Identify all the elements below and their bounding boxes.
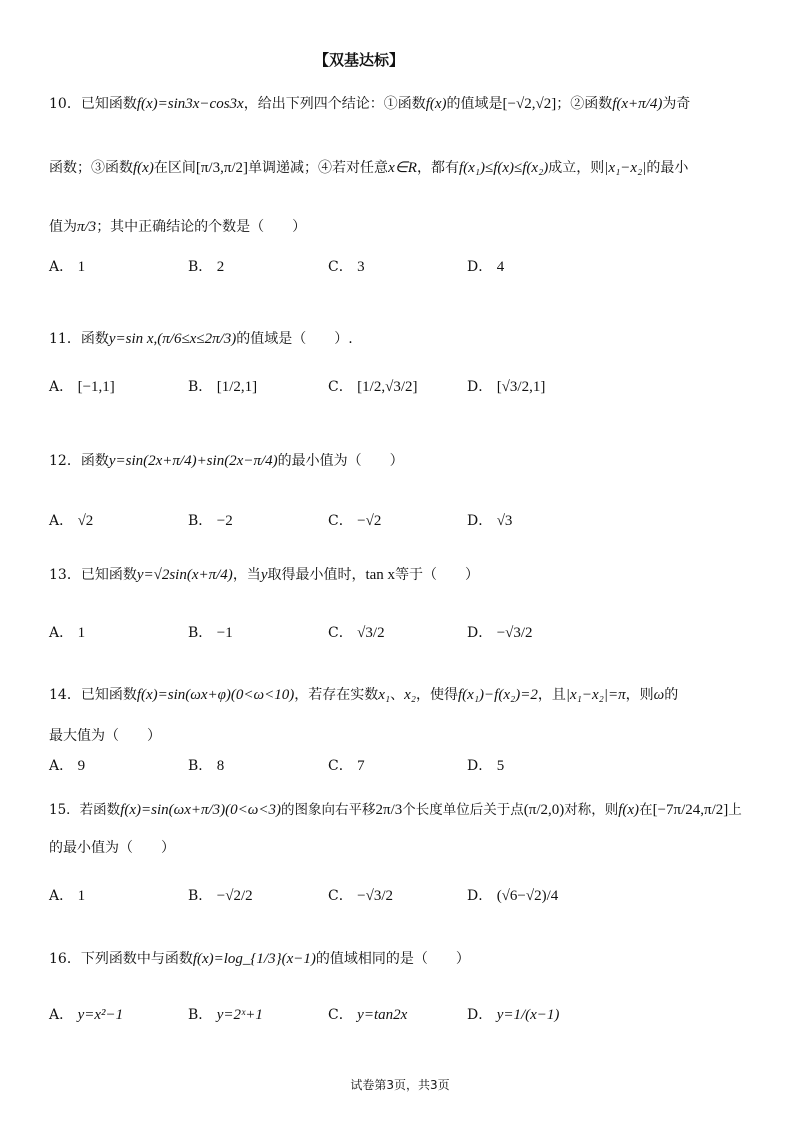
q15-text: 在: [639, 802, 653, 818]
q14-option-c[interactable]: [328, 757, 365, 775]
q15-math: f(x): [618, 802, 640, 818]
q11-option-d[interactable]: [467, 378, 545, 396]
q11-math: y=sin x,(π/6≤x≤2π/3): [108, 331, 237, 347]
option-letter: D．: [467, 758, 493, 774]
q10-text: ；其中正确结论的个数是（ ）: [96, 219, 307, 235]
q13-text: ，当: [232, 567, 261, 583]
q13-math: tan x: [365, 567, 396, 583]
option-text: [−1,1]: [77, 379, 115, 395]
q10-text: ，都有: [416, 160, 459, 176]
q13-option-d[interactable]: [467, 624, 533, 642]
q10-text: 函数；③函数: [49, 160, 133, 176]
q14-text: 的: [664, 687, 679, 703]
q11-option-b[interactable]: [188, 378, 257, 396]
q10-math: [π/3,π/2]: [195, 160, 249, 176]
option-text: 5: [496, 758, 505, 774]
option-text: −√3/2: [496, 625, 533, 641]
option-text: [√3/2,1]: [496, 379, 546, 395]
option-letter: C．: [328, 1007, 353, 1023]
q10-math: f(x)=sin3x−cos3x: [136, 96, 244, 112]
option-letter: A．: [49, 379, 74, 395]
q12-option-d[interactable]: [467, 512, 512, 530]
q10-text: 为奇: [662, 96, 691, 112]
q15-line-2: [49, 840, 175, 857]
q14-math: x₁: [378, 687, 391, 703]
q15-text: 的图象向右平移: [281, 802, 376, 818]
q15-math: 2π/3: [375, 802, 403, 818]
q14-math: x₂: [404, 687, 417, 703]
q15-option-a[interactable]: [49, 887, 85, 905]
option-text: 2: [216, 259, 225, 275]
q14-option-d[interactable]: [467, 757, 504, 775]
q10-text: 的值域是: [446, 96, 503, 112]
option-letter: C．: [328, 625, 353, 641]
q13-text: 等于（ ）: [395, 567, 480, 583]
q10-text: 在区间: [153, 160, 196, 176]
q16-option-b[interactable]: [188, 1006, 263, 1024]
option-text: y=1/(x−1): [496, 1007, 560, 1023]
q13-option-a[interactable]: [49, 624, 85, 642]
q10-math: f(x₁)≤f(x)≤f(x₂): [458, 160, 549, 176]
q16-line-1: [49, 950, 470, 968]
q12-line-1: [49, 452, 404, 470]
option-text: 1: [77, 625, 86, 641]
option-letter: D．: [467, 513, 493, 529]
option-text: y=2ˣ+1: [216, 1007, 263, 1023]
option-text: √3/2: [357, 625, 385, 641]
option-letter: A．: [49, 758, 74, 774]
option-text: −√2/2: [216, 888, 253, 904]
q14-math: f(x)=sin(ωx+φ)(0<ω<10): [136, 687, 295, 703]
q11-line-1: [49, 330, 353, 348]
q13-math: y: [260, 567, 268, 583]
q12-text: 的最小值为（ ）: [277, 453, 404, 469]
q16-math: f(x)=log_{1/3}(x−1): [192, 951, 316, 967]
option-text: 7: [357, 758, 365, 774]
option-text: 1: [77, 259, 86, 275]
option-text: −1: [216, 625, 233, 641]
q12-text: 12．函数: [49, 453, 109, 469]
option-text: 9: [77, 758, 86, 774]
option-letter: A．: [49, 513, 74, 529]
option-letter: C．: [328, 888, 353, 904]
q15-option-d[interactable]: [467, 887, 558, 905]
q15-option-c[interactable]: [328, 887, 393, 905]
q14-text: 14．已知函数: [49, 687, 137, 703]
option-text: 1: [77, 888, 86, 904]
q12-math: y=sin(2x+π/4)+sin(2x−π/4): [108, 453, 278, 469]
option-letter: D．: [467, 1007, 493, 1023]
q11-option-c[interactable]: [328, 378, 417, 396]
q10-text: ，给出下列四个结论：①函数: [243, 96, 426, 112]
option-text: (√6−√2)/4: [496, 888, 559, 904]
option-text: −2: [216, 513, 233, 529]
q13-text: 取得最小值时，: [267, 567, 366, 583]
q13-line-1: [49, 566, 479, 584]
q10-math: f(x): [133, 160, 154, 176]
option-letter: C．: [328, 259, 353, 275]
q14-math: ω: [653, 687, 665, 703]
q10-math: [−√2,√2]: [502, 96, 557, 112]
q10-math: f(x+π/4): [612, 96, 663, 112]
q14-line-1: [49, 686, 678, 704]
q10-line-2: [49, 159, 688, 177]
q15-math: f(x)=sin(ωx+π/3)(0<ω<3): [120, 802, 281, 818]
q11-text: 11．函数: [49, 331, 109, 347]
q10-line-1: [49, 95, 690, 113]
option-text: √3: [496, 513, 513, 529]
option-letter: D．: [467, 259, 493, 275]
option-letter: B．: [188, 513, 213, 529]
option-text: 4: [496, 259, 505, 275]
q14-line-2: [49, 728, 161, 745]
option-text: √2: [77, 513, 94, 529]
q16-text: 16．下列函数中与函数: [49, 951, 193, 967]
q14-text: 最大值为（ ）: [49, 728, 161, 744]
option-letter: C．: [328, 379, 353, 395]
option-letter: A．: [49, 888, 74, 904]
q10-option-d[interactable]: [467, 258, 504, 276]
q15-line-1: [49, 801, 742, 819]
q15-text: 15．若函数: [49, 802, 121, 818]
q12-option-c[interactable]: [328, 512, 381, 530]
option-text: [1/2,1]: [216, 379, 258, 395]
q14-text: ，且: [537, 687, 566, 703]
q10-math: π/3: [77, 219, 97, 235]
q16-text: 的值域相同的是（ ）: [315, 951, 470, 967]
q12-option-b[interactable]: [188, 512, 233, 530]
q10-line-3: [49, 218, 306, 236]
q10-text: ；②函数: [556, 96, 613, 112]
q10-text: 10．已知函数: [49, 96, 137, 112]
q14-text: ，若存在实数: [294, 687, 379, 703]
option-text: y=x²−1: [77, 1007, 124, 1023]
q11-text: 的值域是（ ）.: [236, 331, 353, 347]
q14-math: f(x₁)−f(x₂)=2: [458, 687, 538, 703]
option-letter: D．: [467, 379, 493, 395]
q15-math: [−7π/24,π/2]: [652, 802, 729, 818]
option-text: [1/2,√3/2]: [357, 379, 418, 395]
q15-math: (π/2,0): [523, 802, 565, 818]
q15-text: 个长度单位后关于点: [402, 802, 524, 818]
q14-text: 、: [390, 687, 405, 703]
q16-option-d[interactable]: [467, 1006, 559, 1024]
option-letter: D．: [467, 625, 493, 641]
q12-option-a[interactable]: [49, 512, 93, 530]
option-letter: D．: [467, 888, 493, 904]
q11-option-a[interactable]: [49, 378, 115, 396]
q16-option-c[interactable]: [328, 1006, 407, 1024]
q10-text: 的最小: [646, 160, 689, 176]
q14-math: |x₁−x₂|=π: [565, 687, 626, 703]
q10-text: 值为: [49, 219, 77, 235]
q13-option-b[interactable]: [188, 624, 233, 642]
option-letter: B．: [188, 1007, 213, 1023]
option-letter: B．: [188, 625, 213, 641]
q14-text: ，使得: [416, 687, 459, 703]
option-text: y=tan2x: [357, 1007, 408, 1023]
q15-text: 的最小值为（ ）: [49, 840, 175, 856]
q10-text: 成立，则: [548, 160, 605, 176]
q14-option-a[interactable]: [49, 757, 85, 775]
option-letter: B．: [188, 888, 213, 904]
option-text: −√2: [357, 513, 382, 529]
q10-option-c[interactable]: [328, 258, 365, 276]
q13-text: 13．已知函数: [49, 567, 137, 583]
option-letter: C．: [328, 758, 353, 774]
section-title: 【双基达标】: [314, 51, 405, 69]
q10-math: f(x): [425, 96, 447, 112]
q10-math: x∈R: [388, 160, 417, 176]
option-text: 8: [216, 758, 225, 774]
q10-math: |x₁−x₂|: [604, 160, 647, 176]
q10-option-a[interactable]: [49, 258, 85, 276]
q16-option-a[interactable]: [49, 1006, 123, 1024]
page-footer: 试卷第3页，共3页: [350, 1078, 450, 1092]
q15-text: 上: [728, 802, 742, 818]
option-letter: B．: [188, 758, 213, 774]
q13-option-c[interactable]: [328, 624, 385, 642]
option-letter: A．: [49, 1007, 74, 1023]
option-letter: A．: [49, 259, 74, 275]
q15-option-b[interactable]: [188, 887, 253, 905]
q14-text: ，则: [625, 687, 654, 703]
option-letter: C．: [328, 513, 353, 529]
option-text: 3: [357, 259, 365, 275]
option-letter: B．: [188, 379, 213, 395]
option-letter: B．: [188, 259, 213, 275]
q10-text: 单调递减；④若对任意: [248, 160, 389, 176]
q15-text: 对称，则: [564, 802, 619, 818]
option-letter: A．: [49, 625, 74, 641]
q10-option-b[interactable]: [188, 258, 224, 276]
q14-option-b[interactable]: [188, 757, 224, 775]
option-text: −√3/2: [357, 888, 394, 904]
q13-math: y=√2sin(x+π/4): [136, 567, 233, 583]
